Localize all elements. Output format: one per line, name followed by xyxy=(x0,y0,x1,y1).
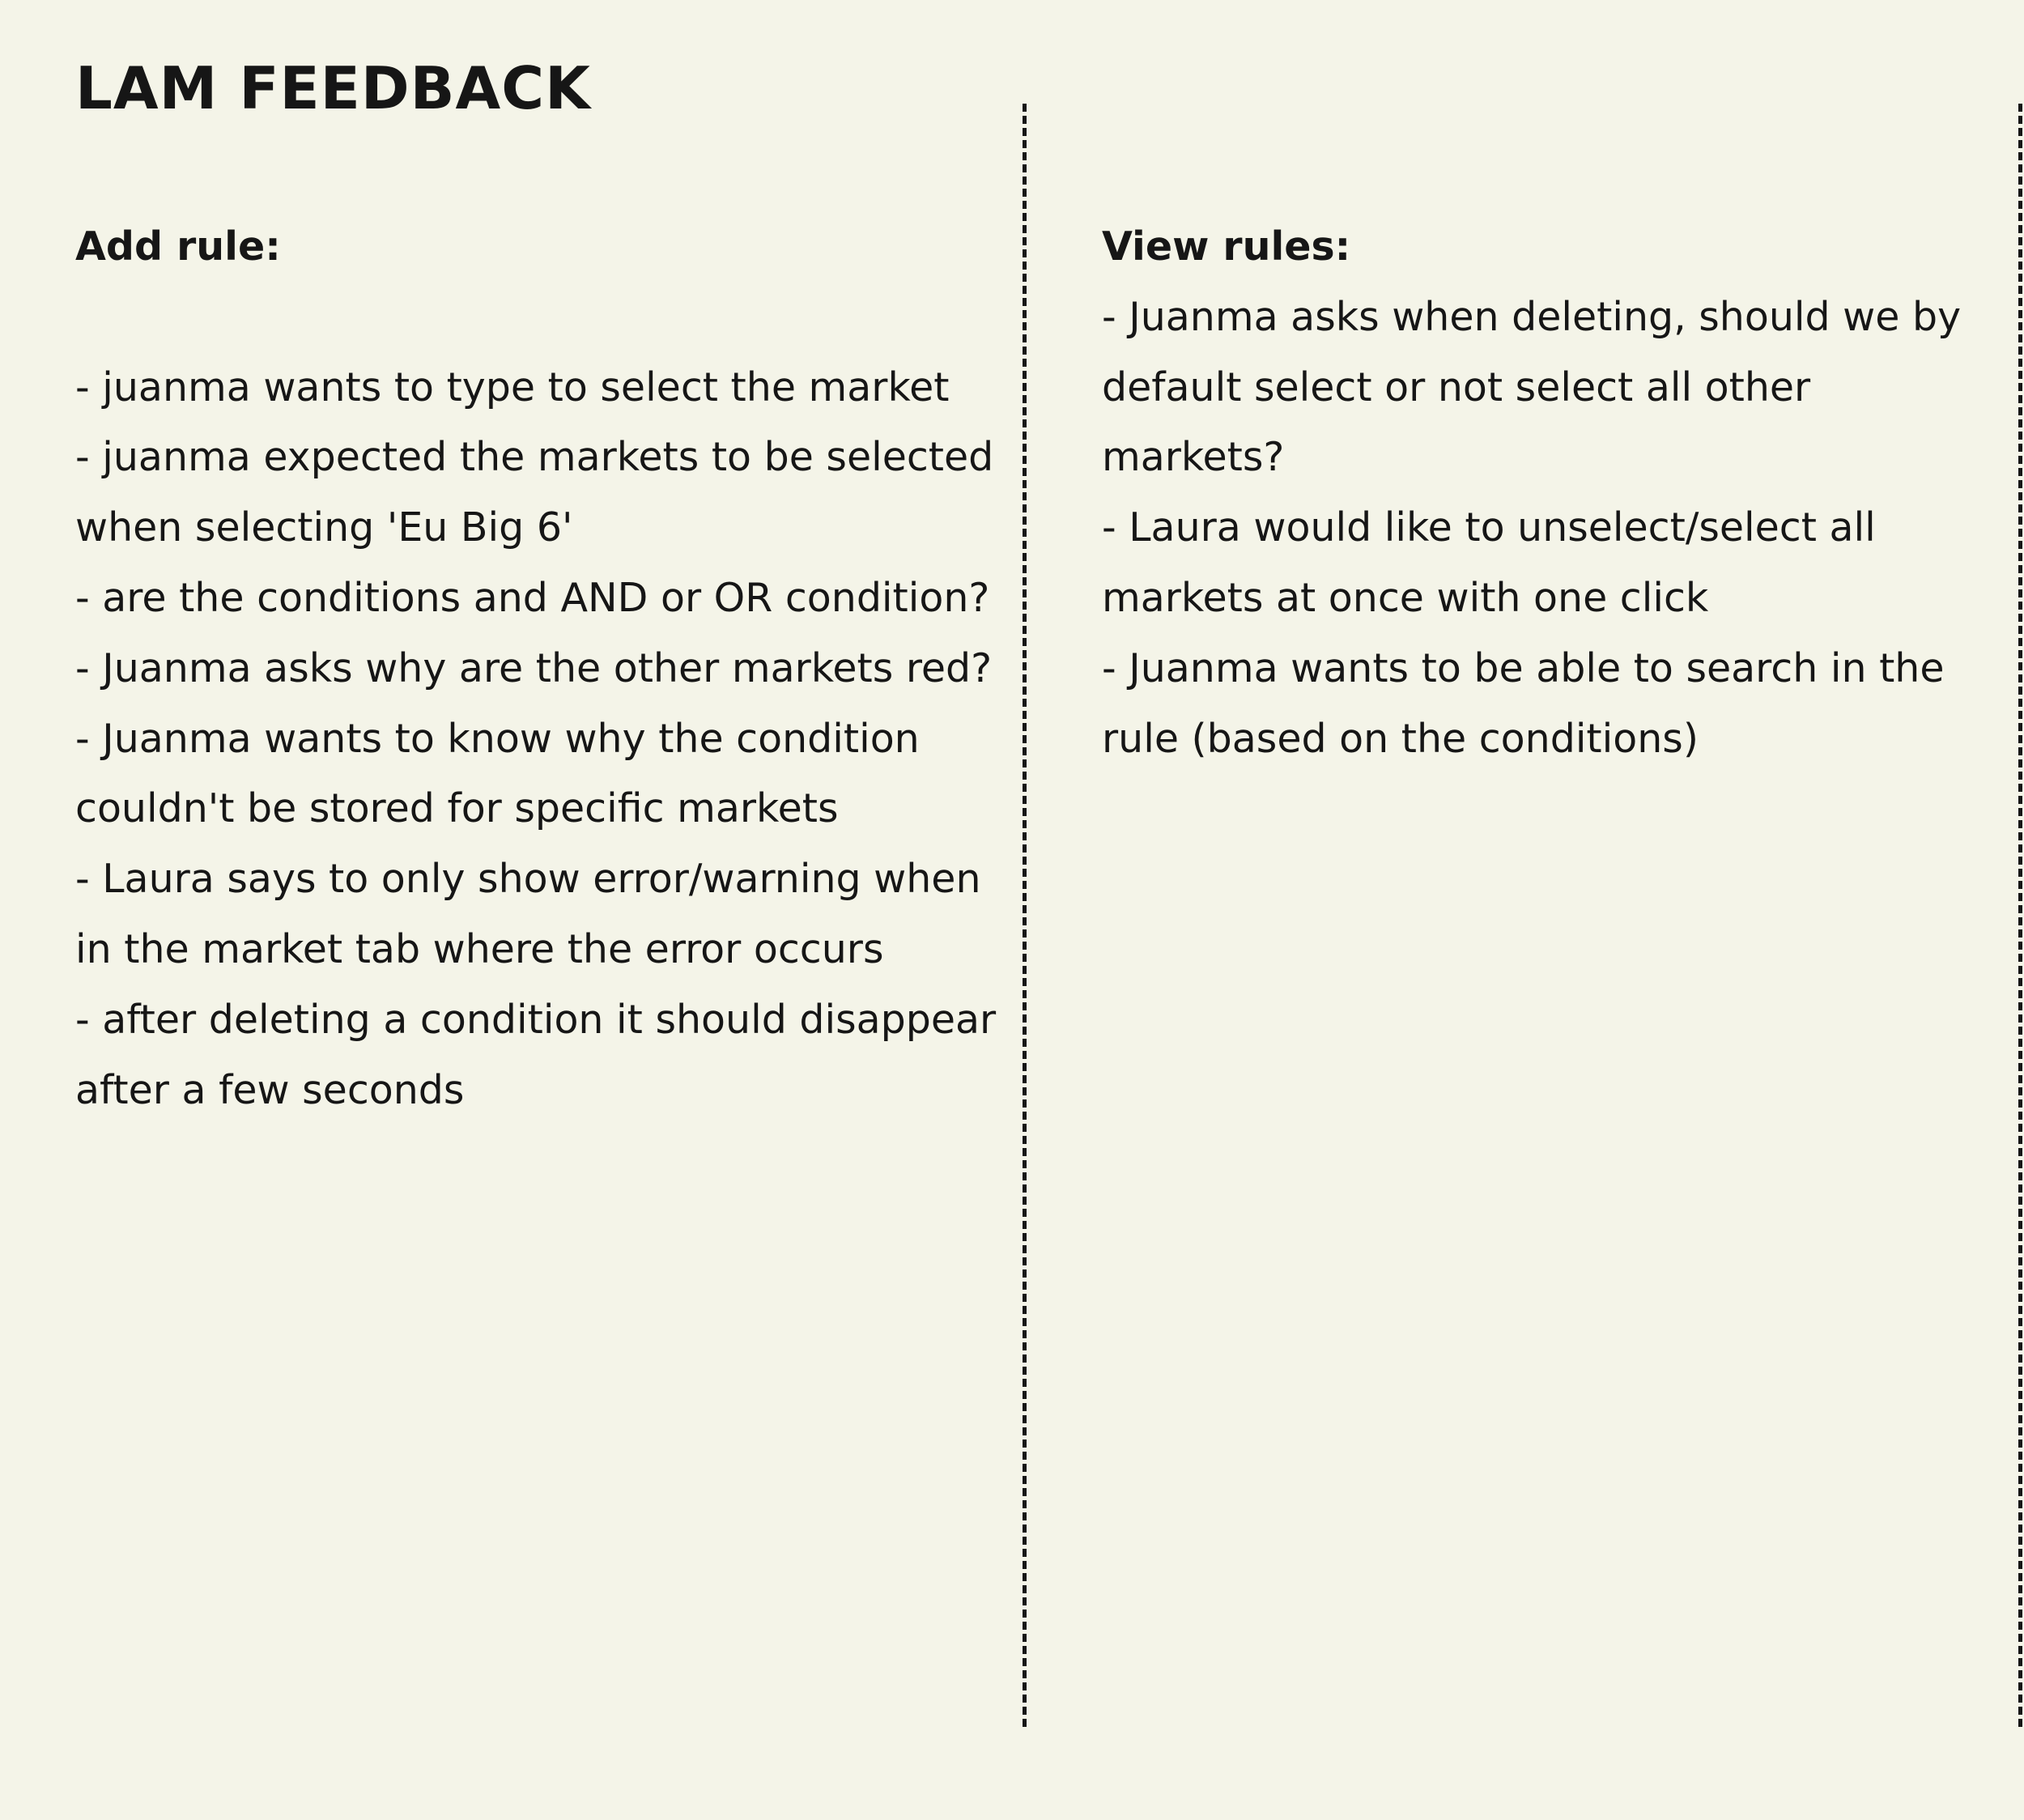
list-item: - Laura would like to unselect/select all markets at once with one click xyxy=(1102,504,1876,621)
column-divider xyxy=(1023,104,1027,1727)
list-item: - Juanma asks why are the other markets red? xyxy=(75,644,993,691)
list-item: - juanma wants to type to select the market xyxy=(75,364,950,410)
list-item: - are the conditions and AND or OR condition? xyxy=(75,574,990,621)
list-item: - Juanma asks when deleting, should we by default select or not select all other markets? xyxy=(1102,293,1962,481)
list-item: - after deleting a condition it should disappear after a few seconds xyxy=(75,996,997,1113)
page-title: LAM FEEDBACK xyxy=(75,54,591,122)
add-rule-column xyxy=(75,212,1006,1125)
spacer xyxy=(75,283,1006,353)
list-item: - Juanma wants to know why the condition couldn't be stored for specific markets xyxy=(75,715,920,832)
edge-divider xyxy=(2018,104,2022,1727)
add-rule-heading: Add rule: xyxy=(75,223,281,270)
list-item: - Laura says to only show error/warning when in the market tab where the error occurs xyxy=(75,856,981,972)
view-rules-heading: View rules: xyxy=(1102,223,1351,270)
list-item: - juanma expected the markets to be selected when selecting 'Eu Big 6' xyxy=(75,434,994,551)
list-item: - Juanma wants to be able to search in the rule (based on the conditions) xyxy=(1102,644,1945,762)
view-rules-column xyxy=(1102,212,1984,774)
